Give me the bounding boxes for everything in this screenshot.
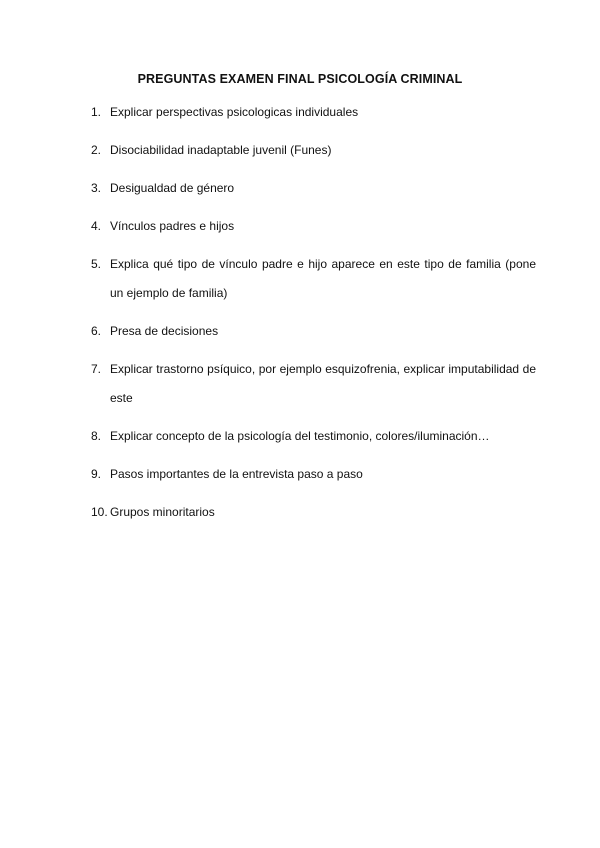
question-item xyxy=(91,250,536,308)
question-item xyxy=(91,317,536,346)
question-item xyxy=(91,460,536,489)
question-number: 9. xyxy=(91,467,102,481)
question-number: 6. xyxy=(91,324,102,338)
question-item xyxy=(91,498,536,527)
question-number: 1. xyxy=(91,105,102,119)
question-item xyxy=(91,355,536,413)
question-number: 10. xyxy=(91,505,108,519)
question-number: 7. xyxy=(91,362,102,376)
question-number: 5. xyxy=(91,257,102,271)
question-text: Explicar perspectivas psicologicas individuales xyxy=(110,105,359,119)
question-item xyxy=(91,136,536,165)
question-number: 4. xyxy=(91,219,102,233)
question-text: Explicar concepto de la psicología del testimonio, colores/iluminación… xyxy=(110,429,490,443)
question-text: Grupos minoritarios xyxy=(110,505,215,519)
question-text: Vínculos padres e hijos xyxy=(110,219,235,233)
question-item xyxy=(91,174,536,203)
question-list xyxy=(91,98,536,536)
question-text: Desigualdad de género xyxy=(110,181,235,195)
document-title: PREGUNTAS EXAMEN FINAL PSICOLOGÍA CRIMINAL xyxy=(137,72,463,86)
question-item xyxy=(91,98,536,127)
question-text: Explica qué tipo de vínculo padre e hijo aparece en este tipo de familia (pone un ejemplo de familia) xyxy=(110,257,536,300)
question-number: 8. xyxy=(91,429,102,443)
question-text: Explicar trastorno psíquico, por ejemplo esquizofrenia, explicar imputabilidad de este xyxy=(110,362,536,405)
question-text: Presa de decisiones xyxy=(110,324,219,338)
question-text: Disociabilidad inadaptable juvenil (Funes) xyxy=(110,143,332,157)
question-number: 2. xyxy=(91,143,102,157)
question-item xyxy=(91,212,536,241)
question-number: 3. xyxy=(91,181,102,195)
question-text: Pasos importantes de la entrevista paso a paso xyxy=(110,467,363,481)
question-item xyxy=(91,422,536,451)
